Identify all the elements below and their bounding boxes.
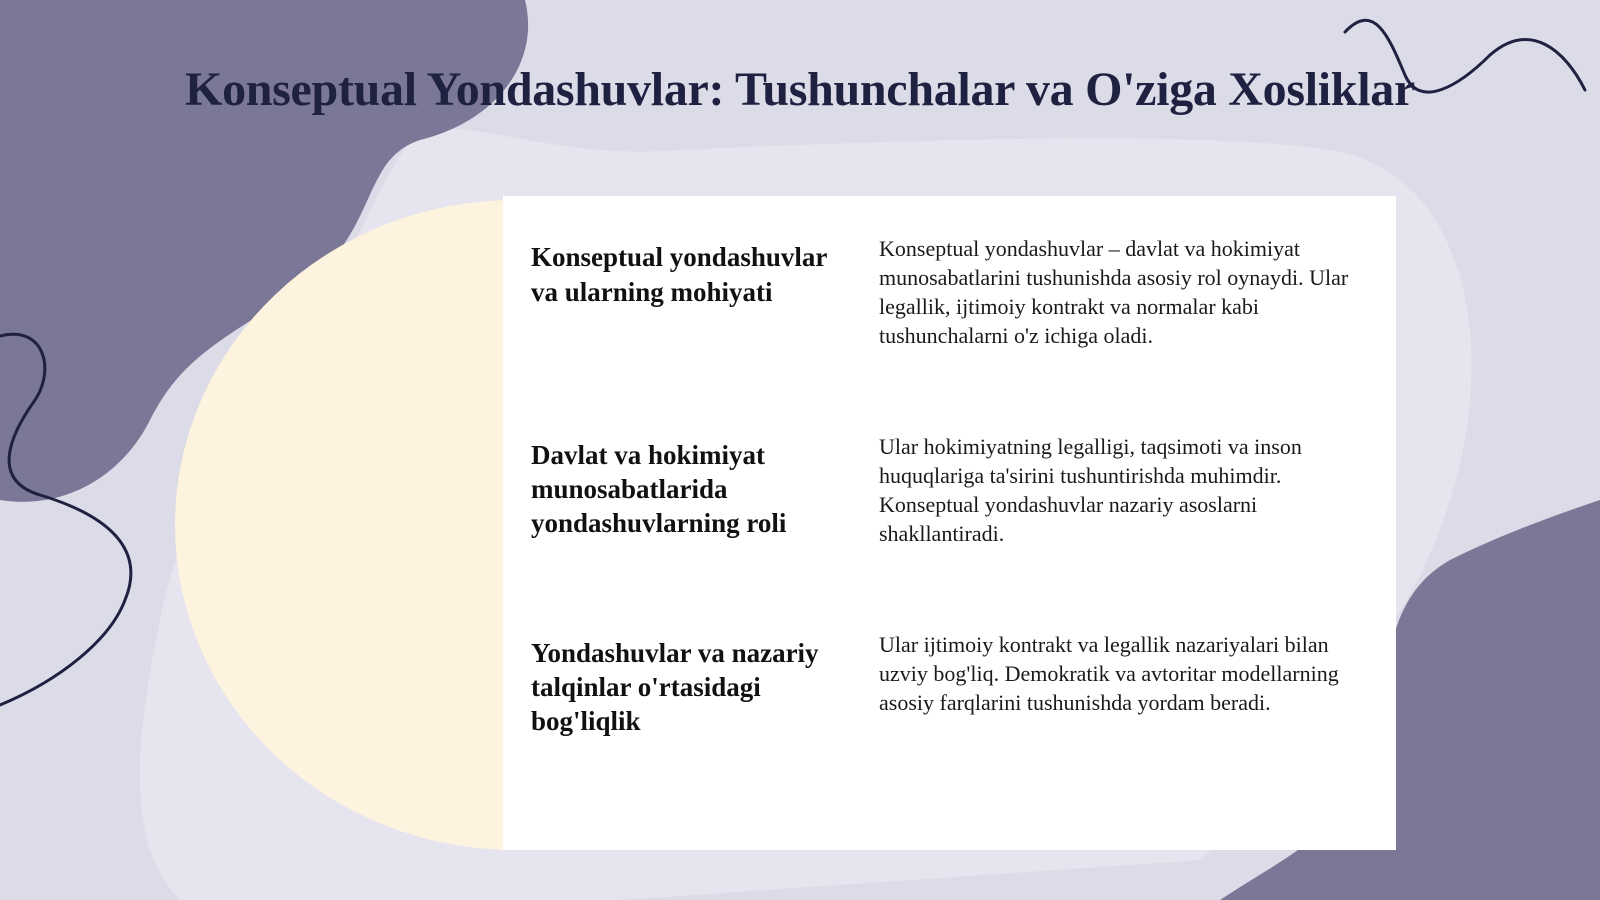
table-row — [503, 394, 1396, 590]
row-description: Ular hokimiyatning legalligi, taqsimoti va inson huquqlariga ta'sirini tushuntirishda muhimdir. Konseptual yondashuvlar nazariy asoslarni shakllantiradi. — [879, 434, 1302, 546]
row-description: Ular ijtimoiy kontrakt va legallik nazariyalari bilan uzviy bog'liq. Demokratik va avtoritar modellarning asosiy farqlarini tushunishda yordam beradi. — [879, 632, 1339, 715]
table-row — [503, 196, 1396, 392]
table-row — [503, 592, 1396, 788]
row-description: Konseptual yondashuvlar – davlat va hokimiyat munosabatlarini tushunishda asosiy rol oynaydi. Ular legallik, ijtimoiy kontrakt va normalar kabi tushunchalarni o'z ichiga oladi. — [879, 236, 1349, 348]
content-table — [503, 196, 1396, 850]
row-heading: Yondashuvlar va nazariy talqinlar o'rtasidagi bog'liqlik — [531, 638, 819, 736]
row-heading: Konseptual yondashuvlar va ularning mohiyati — [531, 242, 827, 307]
slide-title: Konseptual Yondashuvlar: Tushunchalar va O'ziga Xosliklar — [185, 63, 1415, 116]
row-heading: Davlat va hokimiyat munosabatlarida yondashuvlarning roli — [531, 440, 787, 538]
